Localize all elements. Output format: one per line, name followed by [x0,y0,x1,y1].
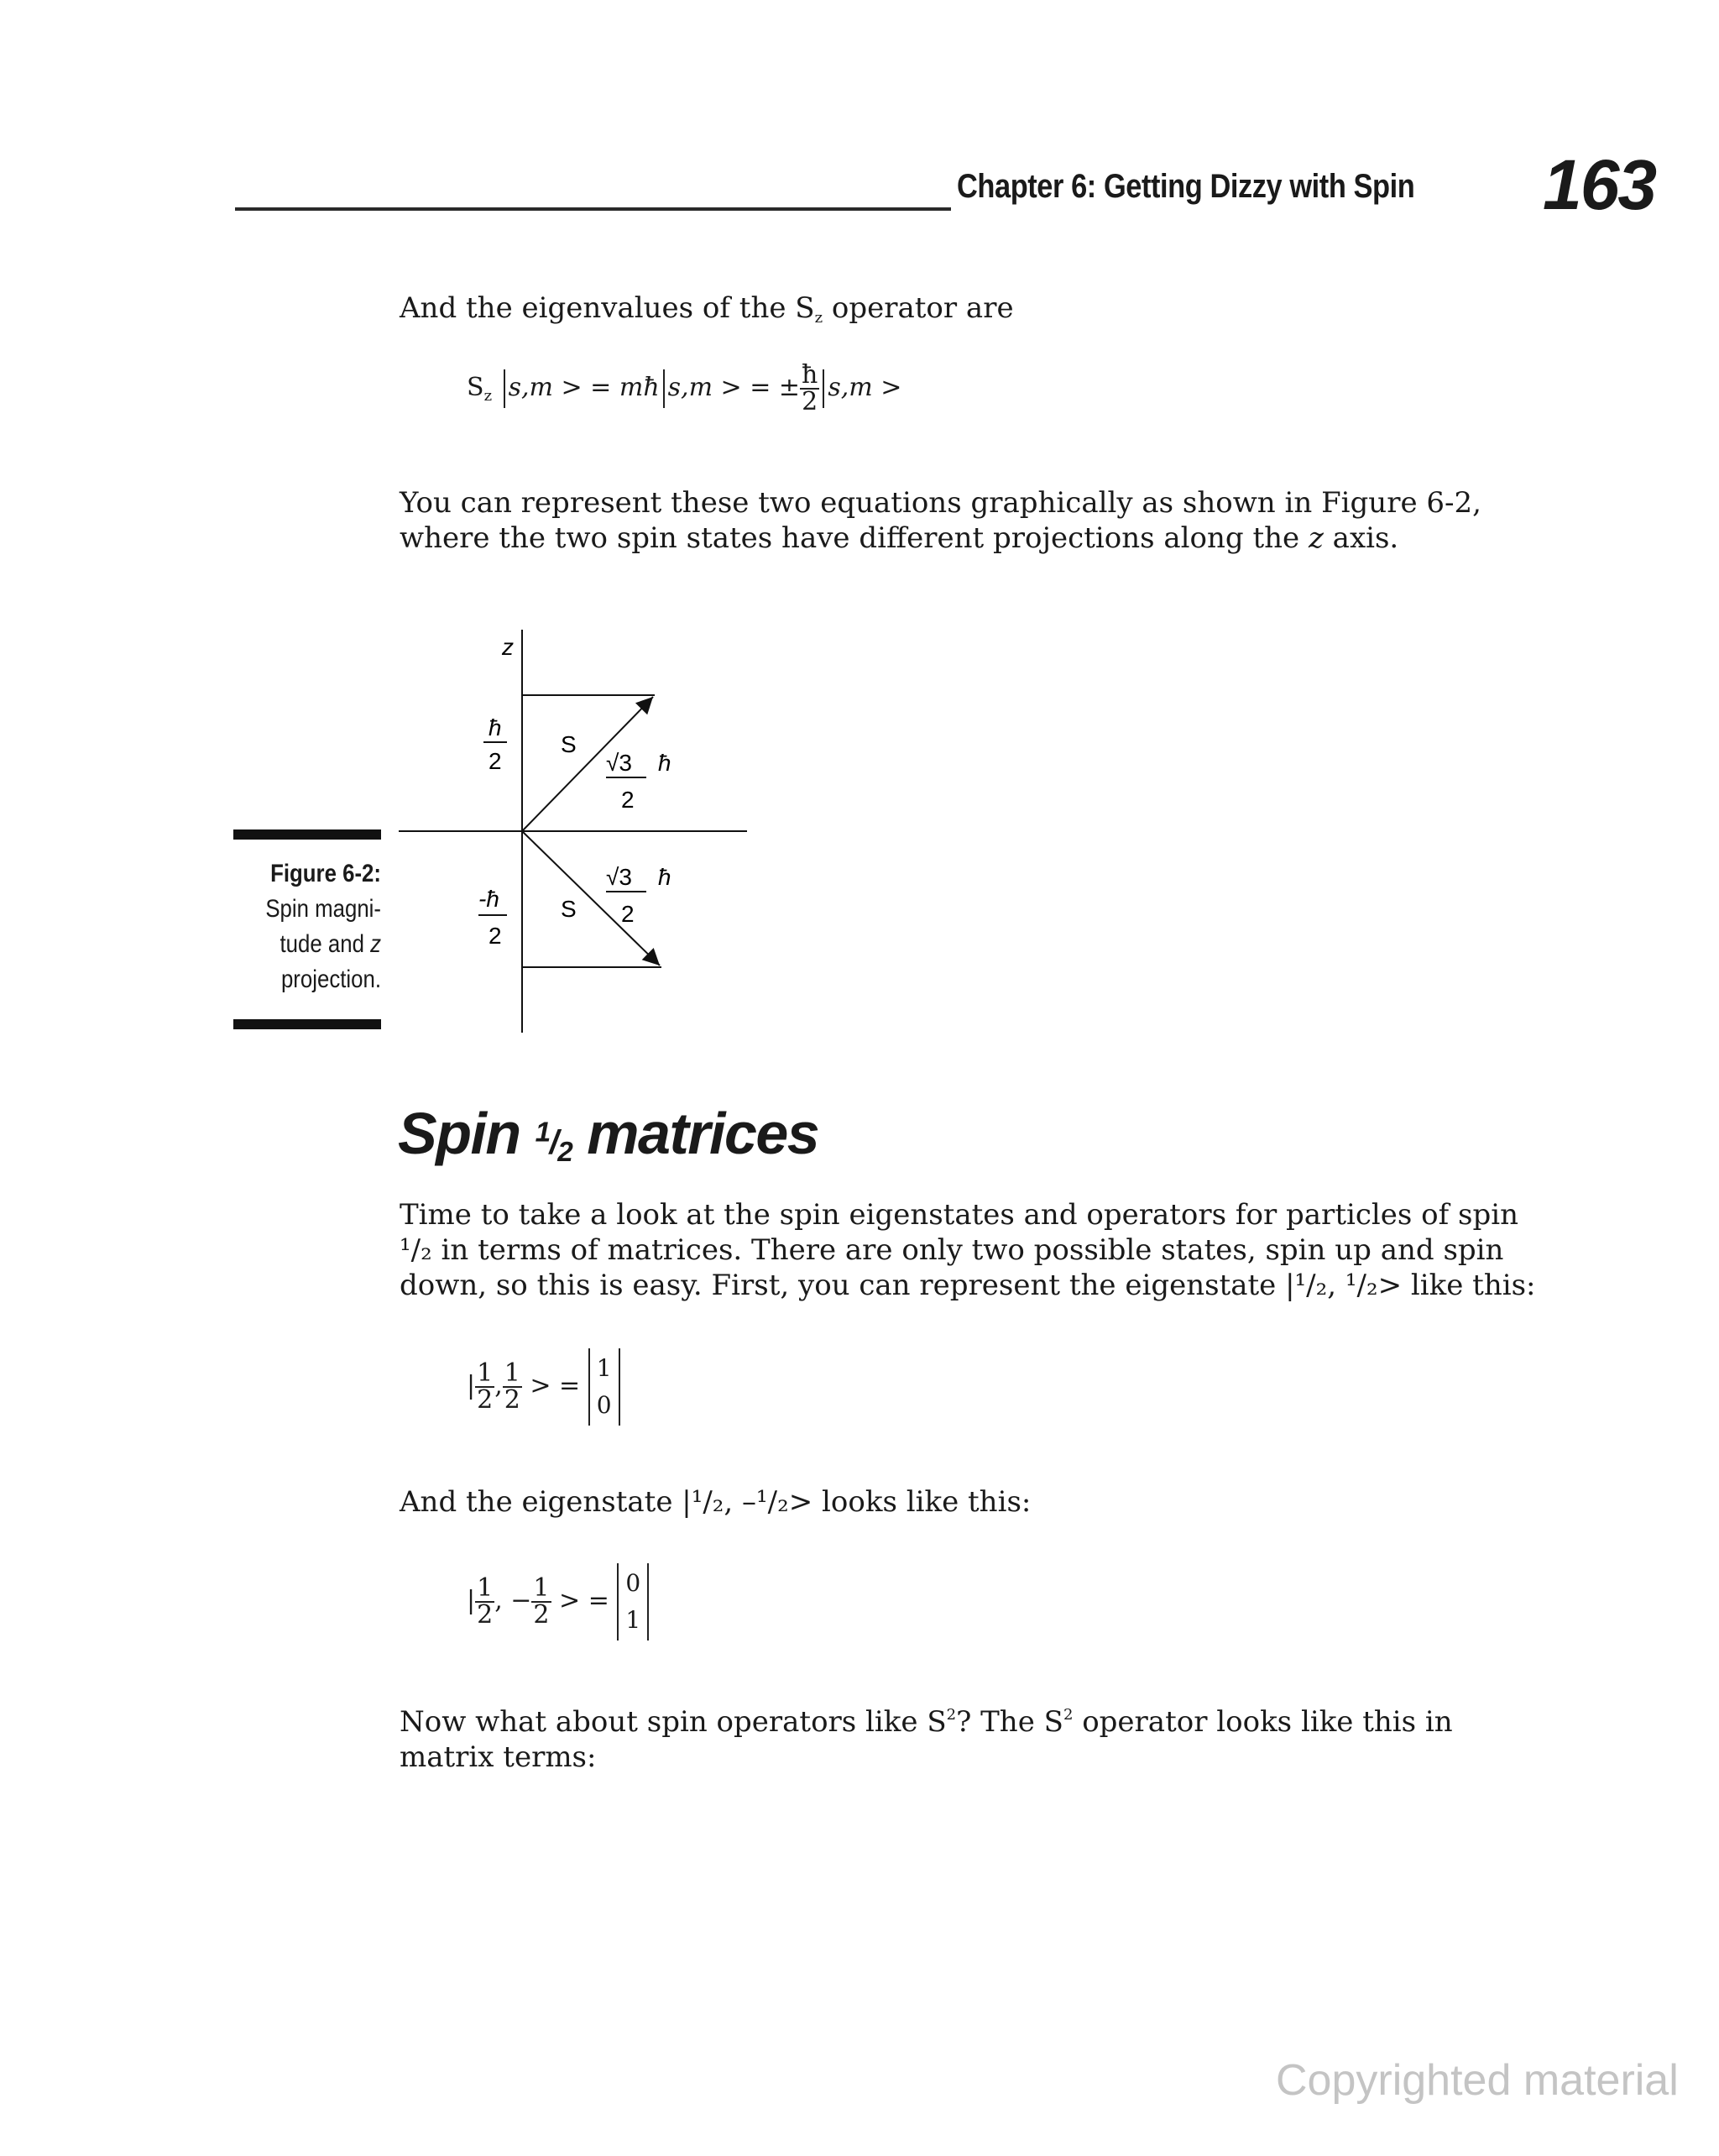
spin-down-state-equation: | $\frac{1}{2}$ , − $\frac{1}{2}$ > = 0 1 [467,1563,649,1641]
upper-proj-num: ħ [489,714,502,740]
lower-proj-num: -ħ [478,886,499,912]
copyright-watermark: Copyrighted material [1276,2056,1679,2105]
upper-vector-label: S [561,731,577,757]
lower-magnitude-num: √3 [606,864,632,890]
spin-up-state-equation: | $\frac{1}{2}$ , $\frac{1}{2}$ > = 1 0 [467,1348,620,1426]
upper-proj-den: 2 [489,748,502,774]
lower-magnitude-den: 2 [621,901,635,927]
eigenvalue-equation: $S_z$ s,m > = mħ s,m > = ± $\frac{ħ}{2}$ s,m > [467,360,902,416]
lower-vector-label: S [561,896,577,922]
upper-magnitude-num: √3 [606,750,632,776]
header-rule [235,207,951,211]
eigenvalues-intro: And the eigenvalues of the $S_z$ operator are [400,291,1014,327]
figure-caption: Figure 6-2: Spin magni- tude and z projection. [237,856,381,997]
z-axis-label: z [502,634,514,660]
upper-magnitude-hbar: ħ [658,750,671,776]
up-state-vector: 1 0 [588,1348,620,1426]
chapter-title: Chapter 6: Getting Dizzy with Spin [957,168,1415,205]
spin-down-vector [522,831,660,965]
caption-top-bar [233,829,381,840]
section-heading: Spin $^1/_2$ matrices [398,1101,819,1168]
operators-paragraph: Now what about spin operators like $S^2$? The $S^2$ operator looks like this in matrix terms: [400,1705,1453,1774]
graph-paragraph-line2: where the two spin states have different projections along the z axis. [400,521,1399,555]
matrices-paragraph: Time to take a look at the spin eigenstates and operators for particles of spin ¹/₂ in terms of matrices. There are only two possible states, spin up and spin down, so this is easy. First, you can represent the eigenstate |¹/₂, ¹/₂> like this: [400,1198,1536,1302]
figure-label: Figure 6-2: [270,860,381,887]
spin-diagram [394,621,755,1041]
graph-paragraph-line1: You can represent these two equations graphically as shown in Figure 6-2, [400,486,1481,520]
lower-magnitude-hbar: ħ [658,864,671,890]
graph-paragraph [400,485,1481,556]
upper-magnitude-den: 2 [621,787,635,813]
down-state-vector: 0 1 [617,1563,649,1641]
caption-bottom-bar [233,1019,381,1029]
eigenstate-down-intro: And the eigenstate |¹/₂, –¹/₂> looks like this: [400,1485,1032,1519]
page-number: 163 [1543,145,1656,224]
lower-proj-den: 2 [489,923,502,949]
